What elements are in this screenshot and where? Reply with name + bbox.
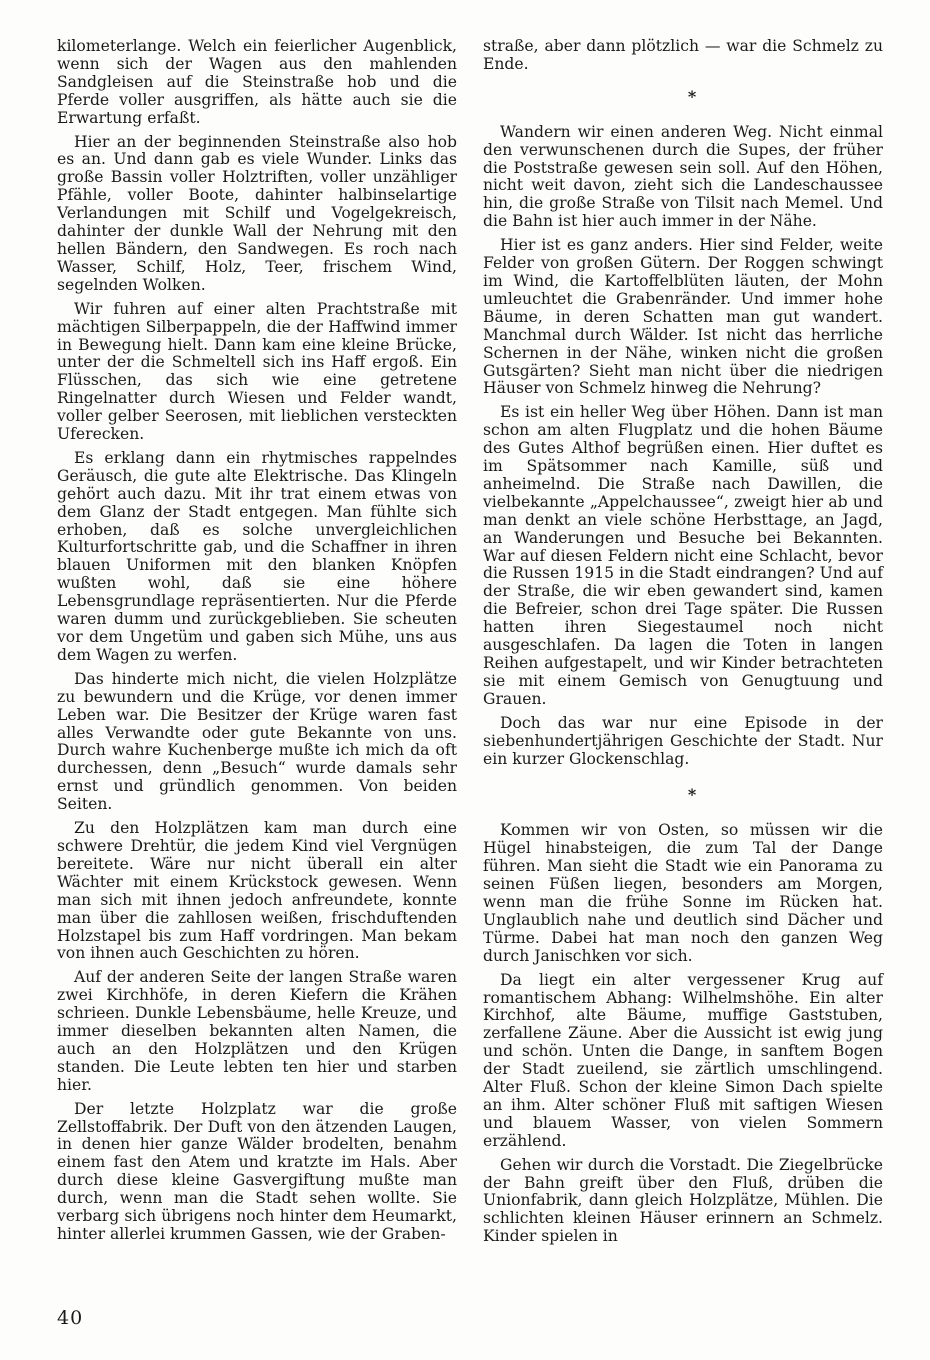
paragraph: Zu den Holzplätzen kam man durch eine schwere Drehtür, die jedem Kind viel Vergnügen bereitete. Wäre nur nicht überall ein alter Wächter mit einem Krückstock gewesen. Wenn man sich mit ihnen jedoch anfreundete, konnte man über die zahllosen weißen, frischduftenden Holzstapel bis zum Haff vordringen. Man bekam von ihnen auch Geschichten zu hören. [57, 819, 457, 963]
paragraph: Kommen wir von Osten, so müssen wir die Hügel hinabsteigen, die zum Tal der Dange führen. Man sieht die Stadt wie ein Panorama zu seinen Füßen liegen, besonders am Morgen, wenn man die frühe Sonne im Rücken hat. Unglaublich nahe und deutlich sind Dächer und Türme. Dabei hat man noch den ganzen Weg durch Janischken vor sich. [483, 821, 883, 965]
paragraph: Das hinderte mich nicht, die vielen Holzplätze zu bewundern und die Krüge, vor denen immer Leben war. Die Besitzer der Krüge waren fast alles Verwandte oder gute Bekannte von uns. Durch wahre Kuchenberge mußte ich mich da oft durchessen, denn „Besuch“ wurde damals sehr ernst und gründlich genommen. Von beiden Seiten. [57, 669, 457, 814]
paragraph: Auf der anderen Seite der langen Straße waren zwei Kirchhöfe, in deren Kiefern die Krähen schrieen. Dunkle Lebensbäume, helle Kreuze, und immer dieselben bekannten alten Namen, die auch an den Holzplätzen und den Krügen standen. Die Leute lebten ten hier und starben hier. [57, 968, 457, 1094]
paragraph: Der letzte Holzplatz war die große Zellstoffabrik. Der Duft von den ätzenden Laugen, in denen hier ganze Wälder brodelten, benahm einem fast den Atem und kratzte im Hals. Aber durch diese kleine Gasvergiftung mußte man durch, wenn man die Stadt sehen wollte. Sie verbarg sich übrigens noch hinter dem Heumarkt, hinter allerlei krummen Gassen, wie der Graben- [57, 1099, 457, 1243]
paragraph: straße, aber dann plötzlich — war die Schmelz zu Ende. [483, 37, 883, 73]
paragraph: Hier ist es ganz anders. Hier sind Felder, weite Felder von großen Gütern. Der Roggen schwingt im Wind, die Kartoffelblüten läuten, der Mohn umleuchtet die Grabenränder. Und immer hohe Bäume, in deren Schatten man gut wandert. Manchmal durch Wälder. Ist nicht das herrliche Schernen in der Nähe, winken nicht die großen Gutsgärten? Sieht man nicht über die niedrigen Häuser von Schmelz hinweg die Nehrung? [483, 236, 883, 398]
right-column [483, 38, 883, 1252]
page-number: 40 [57, 1307, 84, 1329]
paragraph: Doch das war nur eine Episode in der siebenhundertjährigen Geschichte der Stadt. Nur ein kurzer Glockenschlag. [483, 713, 883, 768]
paragraph: kilometerlange. Welch ein feierlicher Augenblick, wenn sich der Wagen aus den mahlenden Sandgleisen auf die Steinstraße hob und die Pferde voller ausgriffen, als hätte auch sie die Erwartung erfaßt. [57, 37, 457, 127]
paragraph: Da liegt ein alter vergessener Krug auf romantischem Abhang: Wilhelmshöhe. Ein alter Kirchhof, alte Bäume, muffige Gaststuben, zerfallene Zäune. Aber die Aussicht ist ewig jung und schön. Unten die Dange, in sanftem Bogen der Stadt zueilend, sie zärtlich umschlingend. Alter Fluß. Schon der kleine Simon Dach spielte an ihm. Alter schöner Fluß mit saftigen Wiesen und blauem Wasser, von vielen Sommern erzählend. [483, 970, 883, 1150]
paragraph: Gehen wir durch die Vorstadt. Die Ziegelbrücke der Bahn greift über den Fluß, drüben die Unionfabrik, dann gleich Holzplätze, Mühlen. Die schlichten kleinen Häuser erinnern an Schmelz. Kinder spielen in [483, 1155, 883, 1246]
paragraph: Es ist ein heller Weg über Höhen. Dann ist man schon am alten Flugplatz und die hohen Bäume des Gutes Althof begrüßen einen. Hier duftet es im Spätsommer nach Kamille, süß und anheimelnd. Die Straße nach Dawillen, die vielbekannte „Appelchaussee“, zweigt hier ab und man denkt an viele schöne Herbsttage, an Jagd, an Wanderungen und Besuche bei Bekannten. War auf diesen Feldern nicht eine Schlacht, bevor die Russen 1915 in die Stadt eindrangen? Und auf der Straße, die wir eben gewandert sind, kamen die Befreier, schon drei Tage später. Die Russen hatten ihren Siegestaumel noch nicht ausgeschlafen. Da lagen die Toten in langen Reihen aufgestapelt, und wir Kinder betrachteten sie mit einem Gemisch von Genugtuung und Grauen. [483, 403, 883, 708]
paragraph: Es erklang dann ein rhytmisches rappelndes Geräusch, die gute alte Elektrische. Das Klingeln gehört auch dazu. Mit ihr trat einem etwas von dem Glanz der Stadt entgegen. Man fühlte sich erhoben, daß es solche unvergleichlichen Kulturfortschritte gab, und die Schaffner in ihren blauen Uniformen mit den blanken Knöpfen wußten wohl, daß sie eine höhere Lebensgrundlage repräsentierten. Nur die Pferde waren dumm und zurückgeblieben. Sie scheuten vor dem Ungetüm und gaben sich Mühe, uns aus dem Wagen zu werfen. [57, 448, 457, 664]
section-separator: * [687, 86, 697, 106]
section-separator: * [687, 785, 697, 805]
left-column [57, 38, 457, 1250]
paragraph: Hier an der beginnenden Steinstraße also hob es an. Und dann gab es viele Wunder. Links das große Bassin voller Holztriften, voller unzähliger Pfähle, voller Boote, dahinter halbinselartige Verlandungen mit Schilf und Vogelgekreisch, dahinter der dunkle Wall der Nehrung mit den hellen Bändern, den Sandwegen. Es roch nach Wasser, Schilf, Holz, Teer, frischem Wind, segelnden Wolken. [57, 132, 457, 294]
paragraph: Wandern wir einen anderen Weg. Nicht einmal den verwunschenen durch die Supes, der früher die Poststraße gewesen sein soll. Auf den Höhen, nicht weit davon, zieht sich die Landeschaussee hin, die große Straße von Tilsit nach Memel. Und die Bahn ist hier auch immer in der Nähe. [483, 122, 883, 231]
paragraph: Wir fuhren auf einer alten Prachtstraße mit mächtigen Silberpappeln, die der Haffwind immer in Bewegung hielt. Dann kam eine kleine Brücke, unter der die Schmeltell sich ins Haff ergoß. Ein Flüsschen, das sich wie eine getretene Ringelnatter durch Wiesen und Felder wandt, voller gelber Seerosen, mit lieblichen versteckten Uferecken. [57, 299, 457, 444]
